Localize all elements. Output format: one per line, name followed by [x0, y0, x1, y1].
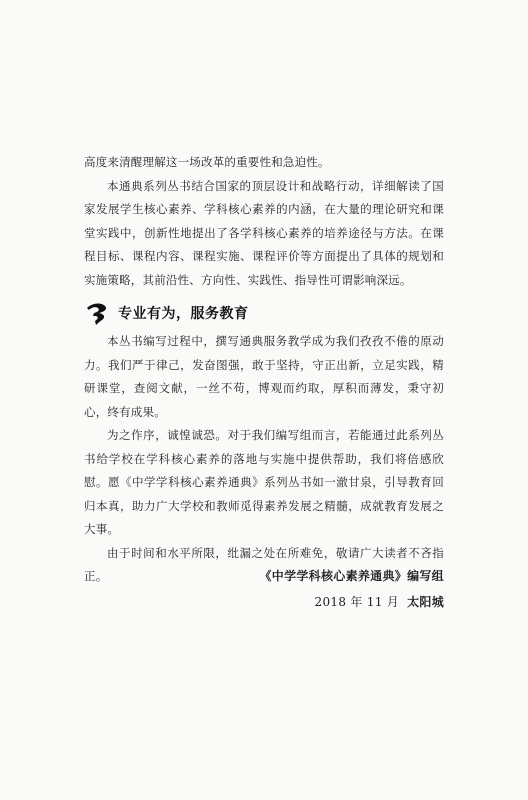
section-heading [84, 299, 249, 327]
signature-place: 太阳城 [407, 595, 444, 609]
paragraph-series: 本通典系列丛书结合国家的顶层设计和战略行动，详细解读了国家发展学生核心素养、学科核心素养的内涵，在大量的理论研究和课堂实践中，创新性地提出了各学科核心素养的培养途径与方法。在课程目标、课程内容、课程实施、课程评价等方面提出了具体的规划和实施策略，其前沿性、方向性、实践性、指导性可谓影响深远。 [84, 178, 444, 287]
section-heading-text: 专业有为，服务教育 [118, 306, 249, 322]
paragraph-intro-tail: 高度来清醒理解这一场改革的重要性和急迫性。 [84, 155, 330, 169]
section-text-block [84, 330, 444, 589]
signature-date: 2018 年 11 月 [314, 595, 400, 609]
intro-text-block [84, 151, 444, 292]
paragraph-apology: 由于时间和水平所限，纰漏之处在所难免，敬请广大读者不吝指正。 [84, 545, 444, 583]
signature-date-line [315, 593, 444, 610]
brush-mark-icon [84, 300, 110, 326]
signature-organization: 《中学学科核心素养通典》编写组 [259, 569, 444, 583]
paragraph-preface-wish: 为之作序，诚惶诚恐。对于我们编写组而言，若能通过此系列丛书给学校在学科核心素养的落地与实施中提供帮助，我们将倍感欣慰。愿《中学学科核心素养通典》系列丛书如一澈甘泉，引导教育回归本真，助力广大学校和教师觅得素养发展之精髓，成就教育发展之大事。 [84, 428, 444, 536]
paragraph-writing-process: 本丛书编写过程中，撰写通典服务教学成为我们孜孜不倦的原动力。我们严于律己，发奋图强，敢于坚持，守正出新，立足实践，精研课堂，查阅文献，一丝不苟，博观而约取，厚积而薄发，秉守初心，终有成果。 [84, 334, 444, 419]
